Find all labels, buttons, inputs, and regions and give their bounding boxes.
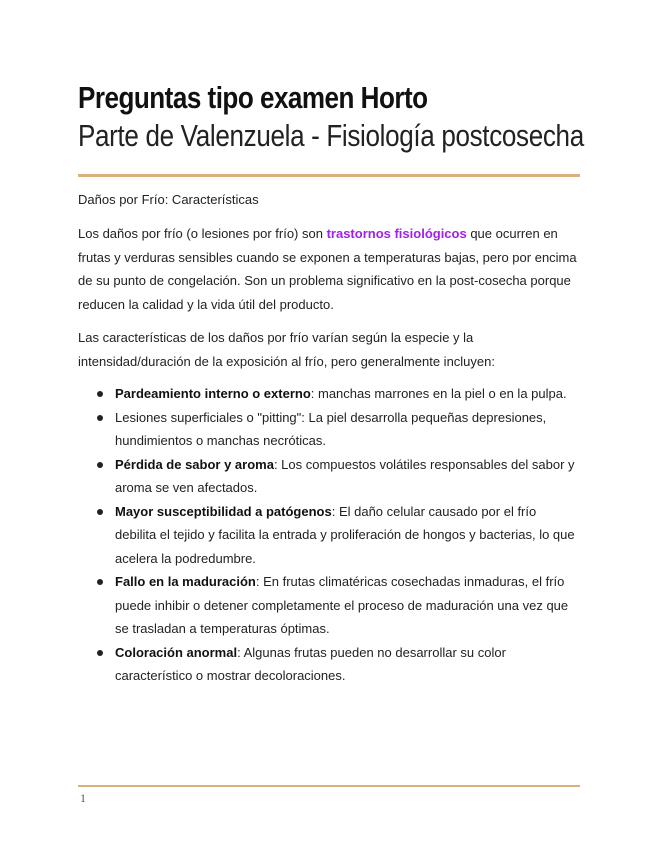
bullet-icon (97, 415, 103, 421)
list-item (78, 570, 580, 641)
list-item (78, 406, 580, 453)
list-item-term: Pardeamiento interno o externo (115, 386, 311, 401)
document-title: Preguntas tipo examen Horto (78, 80, 428, 115)
intro-text-end: que ocurren en frutas y verduras sensibles cuando se exponen a temperaturas bajas, pero por encima de su punto de congelación. Son un problema significativo en la post-cosecha porque reducen la calidad y la vida útil del producto. (78, 226, 577, 312)
bullet-icon (97, 650, 103, 656)
bullet-icon (97, 509, 103, 515)
footer-divider (78, 785, 580, 787)
list-item (78, 500, 580, 571)
list-item-term: Fallo en la maduración (115, 574, 256, 589)
list-item-text: : El daño celular causado por el frío debilita el tejido y facilita la entrada y proliferación de hongos y bacterias, lo que acelera la podredumbre. (115, 503, 575, 566)
list-item-term: Mayor susceptibilidad a patógenos (115, 503, 332, 519)
document-subtitle: Parte de Valenzuela - Fisiología postcosecha (78, 118, 584, 153)
characteristics-intro-paragraph: Las características de los daños por frío varían según la especie y la intensidad/duración de la exposición al frío, pero generalmente incluyen: (78, 330, 495, 369)
header-divider (78, 174, 580, 177)
section-heading: Daños por Frío: Características (78, 192, 259, 207)
page-number: 1 (80, 791, 86, 805)
list-item-term: Pérdida de sabor y aroma (115, 456, 274, 472)
list-item (78, 641, 580, 688)
list-item-text: : En frutas climatéricas cosechadas inmaduras, el frío puede inhibir o detener completamente el proceso de maduración una vez que se trasladan a temperaturas óptimas. (115, 574, 569, 636)
list-item-text: Lesiones superficiales o "pitting": La piel desarrolla pequeñas depresiones, hundimientos o manchas necróticas. (115, 409, 547, 448)
list-item-text: : Algunas frutas pueden no desarrollar su color característico o mostrar decoloraciones. (115, 644, 506, 683)
intro-paragraph (78, 222, 583, 316)
bullet-icon (97, 462, 103, 468)
list-item (78, 382, 580, 406)
list-item-text: : manchas marrones en la piel o en la pulpa. (310, 386, 567, 401)
highlighted-term: trastornos fisiológicos (326, 226, 467, 241)
characteristics-list (78, 382, 580, 688)
list-item-text: : Los compuestos volátiles responsables del sabor y aroma se ven afectados. (115, 456, 575, 495)
intro-text-start: Los daños por frío (o lesiones por frío) son (78, 226, 327, 241)
list-item-term: Coloración anormal (115, 644, 238, 660)
bullet-icon (97, 391, 103, 397)
list-item (78, 453, 580, 500)
bullet-icon (97, 579, 103, 585)
